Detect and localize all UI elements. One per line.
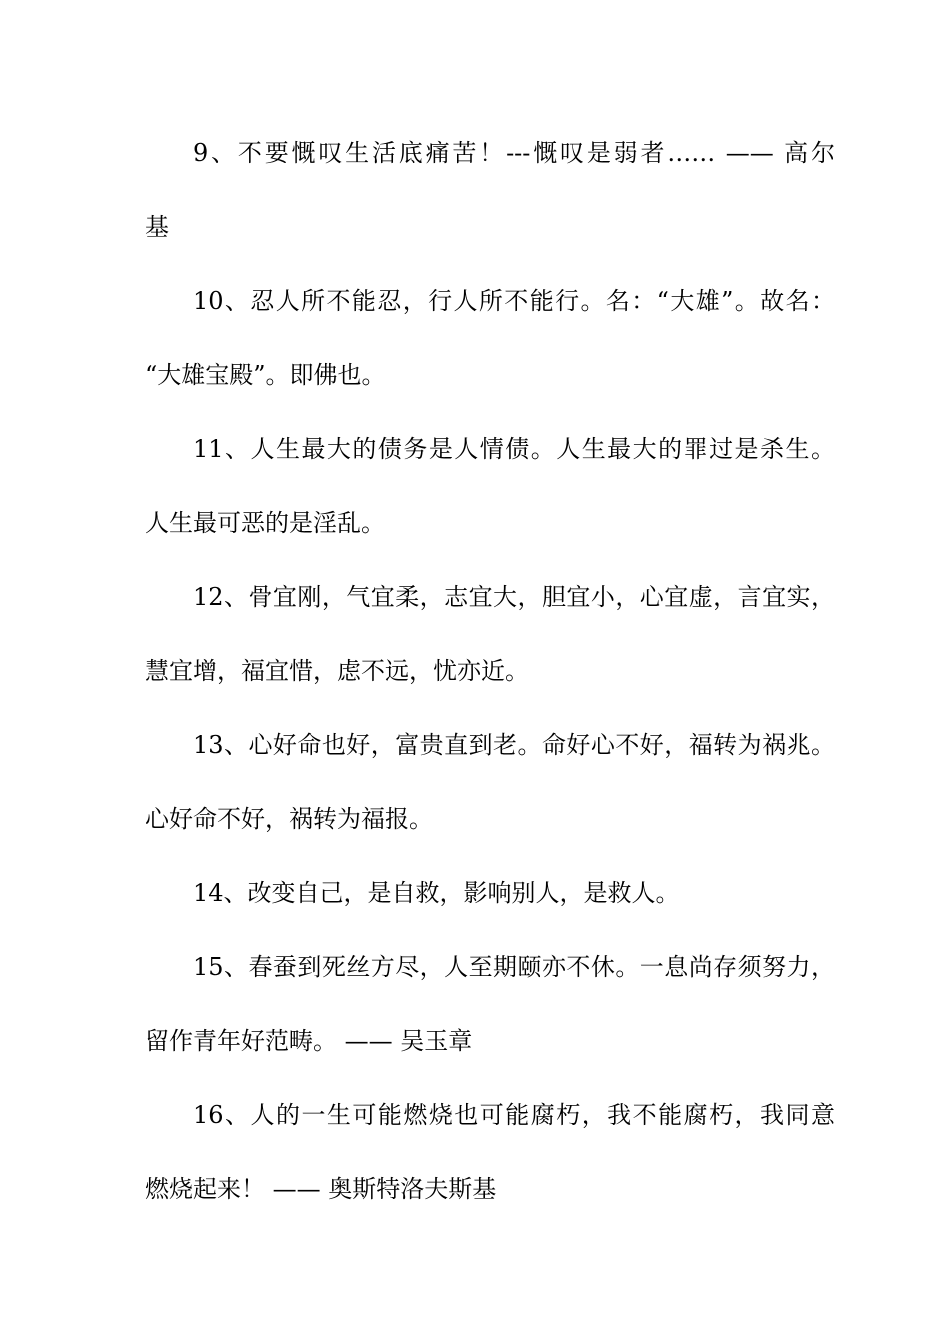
quote-16-line-2: 燃烧起来！ —— 奥斯特洛夫斯基 xyxy=(145,1175,497,1203)
quote-12-line-1: 12、骨宜刚，气宜柔，志宜大，胆宜小，心宜虚，言宜实， xyxy=(193,583,835,611)
quote-15-line-1: 15、春蚕到死丝方尽，人至期颐亦不休。一息尚存须努力， xyxy=(193,953,835,981)
quote-16-line-1: 16、人的一生可能燃烧也可能腐朽，我不能腐朽，我同意 xyxy=(193,1101,835,1129)
quote-9-line-2: 基 xyxy=(145,213,169,241)
quote-10-line-2: “大雄宝殿”。即佛也。 xyxy=(145,361,386,389)
quote-11-line-2: 人生最可恶的是淫乱。 xyxy=(145,509,385,537)
quote-14-line-1: 14、改变自己，是自救，影响别人，是救人。 xyxy=(193,879,680,907)
quote-10-line-1: 10、忍人所不能忍，行人所不能行。名：“大雄”。故名： xyxy=(193,287,835,315)
quote-9-line-1: 9、不要慨叹生活底痛苦！---慨叹是弱者…… —— 高尔 xyxy=(193,139,835,167)
quote-13-line-2: 心好命不好，祸转为福报。 xyxy=(145,805,433,833)
quote-12-line-2: 慧宜增，福宜惜，虑不远，忧亦近。 xyxy=(145,657,529,685)
quote-11-line-1: 11、人生最大的债务是人情债。人生最大的罪过是杀生。 xyxy=(193,435,835,463)
quote-13-line-1: 13、心好命也好，富贵直到老。命好心不好，福转为祸兆。 xyxy=(193,731,835,759)
quote-15-line-2: 留作青年好范畴。 —— 吴玉章 xyxy=(145,1027,473,1055)
